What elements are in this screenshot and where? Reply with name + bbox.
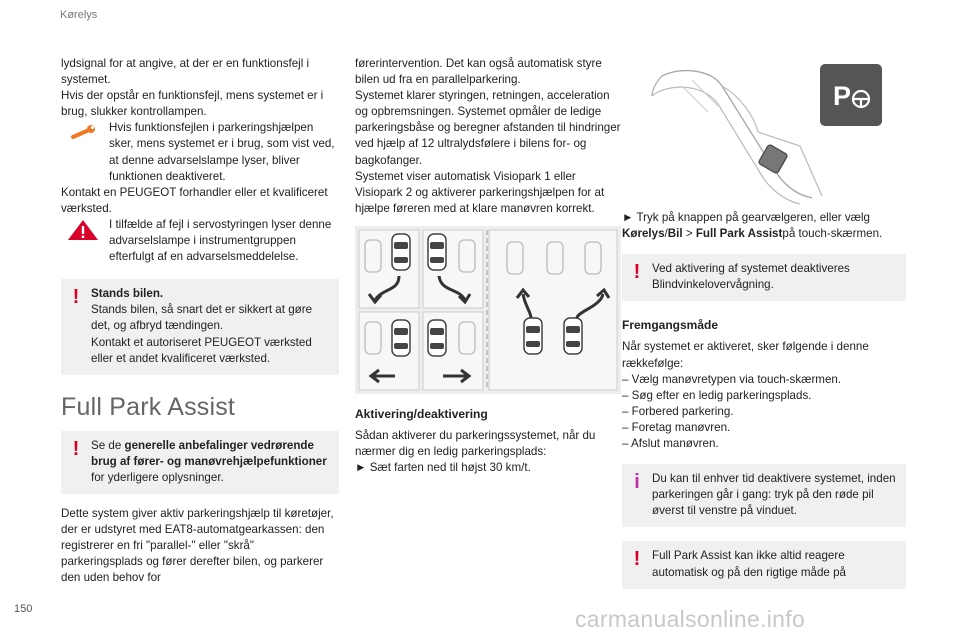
park-assist-symbol-icon: [820, 64, 882, 126]
subheading: Aktivering/deaktivering: [355, 407, 488, 421]
column-3: [622, 210, 906, 589]
subheading: Fremgangsmåde: [622, 318, 719, 333]
wrench-warning-paragraph: Hvis funktionsfejlen i parkeringshjælpen sker, mens systemet er i brug, som vist ved, at denne advarselslampe lyser, bliver funktionen deaktiveret.: [61, 120, 339, 184]
list-item: – Foretag manøvren.: [622, 420, 731, 434]
warning-text: Stands bilen, så snart det er sikkert at gøre det, og afbryd tændingen.: [91, 303, 313, 333]
car: [392, 320, 410, 356]
car: [564, 318, 582, 354]
warning-title: Stands bilen.: [91, 287, 164, 301]
page-number: 150: [14, 603, 33, 615]
paragraph: Sådan aktiverer du parkeringssystemet, når du nærmer dig en ledig parkeringsplads:: [355, 429, 596, 459]
paragraph: ► Sæt farten ned til højst 30 km/t.: [355, 461, 531, 475]
list-item: – Afslut manøvren.: [622, 437, 719, 451]
warning-text: Ved aktivering af systemet deaktiveres Blindvinkelovervågning.: [652, 262, 850, 292]
info-icon: i: [634, 471, 640, 494]
list-item: – Vælg manøvretypen via touch-skærmen.: [622, 372, 842, 386]
info-note-box: [622, 464, 906, 527]
instruction-paragraph: ► Tryk på knappen på gearvælgeren, eller vælg Kørelys/Bil > Full Park Assistpå touch-skærmen.: [622, 211, 883, 241]
column-2: [355, 56, 621, 217]
parking-maneuvers-illustration: [355, 226, 621, 394]
steering-warning-paragraph: I tilfælde af fejl i servostyringen lyser denne advarselslampe i instrumentgruppen efterfulgt af en advarselsmeddelelse.: [61, 217, 339, 265]
car: [428, 234, 446, 270]
list-item: – Forbered parkering.: [622, 404, 734, 418]
paragraph: Dette system giver aktiv parkeringshjælp til køretøjer, der er udstyret med EAT8-automatgearkassen: den registrerer en fri "parallel-" eller "skrå" parkeringsplads og fører derefter bilen, og parkerer den uden behov for: [61, 506, 334, 585]
paragraph: lydsignal for at angive, at der er en funktionsfejl i systemet.: [61, 57, 310, 87]
exclamation-icon: !: [72, 286, 80, 309]
paragraph: Kontakt en PEUGEOT forhandler eller et kvalificeret værksted.: [61, 185, 328, 215]
exclamation-icon: !: [633, 261, 641, 284]
paragraph: Systemet klarer styringen, retningen, acceleration og opbremsningen. Systemet opmåler de ledige parkeringsbåse og beregner afstanden til hindringer ved hjælp af 12 ultralydsfølere i bilens for- og bagkofanger.: [355, 89, 621, 167]
svg-text:P: P: [833, 81, 852, 111]
blind-spot-warning-box: [622, 254, 906, 301]
recommendations-note-box: [61, 431, 339, 494]
header-title: Kørelys: [60, 9, 98, 21]
section-title: Full Park Assist: [61, 392, 236, 421]
column-1: [61, 56, 339, 586]
warning-text: Full Park Assist kan ikke altid reagere automatisk og på den rigtige måde på: [652, 549, 846, 579]
paragraph: Hvis der opstår en funktionsfejl, mens systemet er i brug, slukker kontrollampen.: [61, 89, 324, 119]
paragraph: Når systemet er aktiveret, sker følgende i denne rækkefølge:: [622, 340, 869, 370]
exclamation-icon: !: [72, 437, 80, 460]
column-2-lower: [355, 406, 621, 476]
limitations-warning-box: [622, 541, 906, 588]
list-item: – Søg efter en ledig parkeringsplads.: [622, 388, 812, 402]
paragraph: førerintervention. Det kan også automatisk styre bilen ud fra en parallelparkering.: [355, 57, 602, 87]
info-text: Du kan til enhver tid deaktivere systemet, inden parkeringen går i gang: tryk på den røde pil øverst til venstre på vinduet.: [652, 472, 896, 518]
park-assist-button: [758, 144, 788, 174]
red-warning-triangle-icon: [67, 219, 99, 241]
watermark: carmanualsonline.info: [575, 606, 806, 632]
car: [428, 320, 446, 356]
wrench-icon: [67, 122, 99, 144]
warning-text: Kontakt et autoriseret PEUGEOT værksted eller et andet kvalificeret værksted.: [91, 335, 312, 365]
exclamation-icon: !: [633, 548, 641, 571]
note-text: Se de generelle anbefalinger vedrørende brug af fører- og manøvrehjælpefunktioner for yderligere oplysninger.: [91, 438, 327, 484]
paragraph: Systemet viser automatisk Visiopark 1 eller Visiopark 2 og aktiverer parkeringshjælpen for at hjælpe føreren med at klare manøvren korrekt.: [355, 169, 605, 215]
parking-diagram: [355, 226, 621, 394]
car: [392, 234, 410, 270]
stop-car-warning-box: [61, 279, 339, 374]
car: [524, 318, 542, 354]
